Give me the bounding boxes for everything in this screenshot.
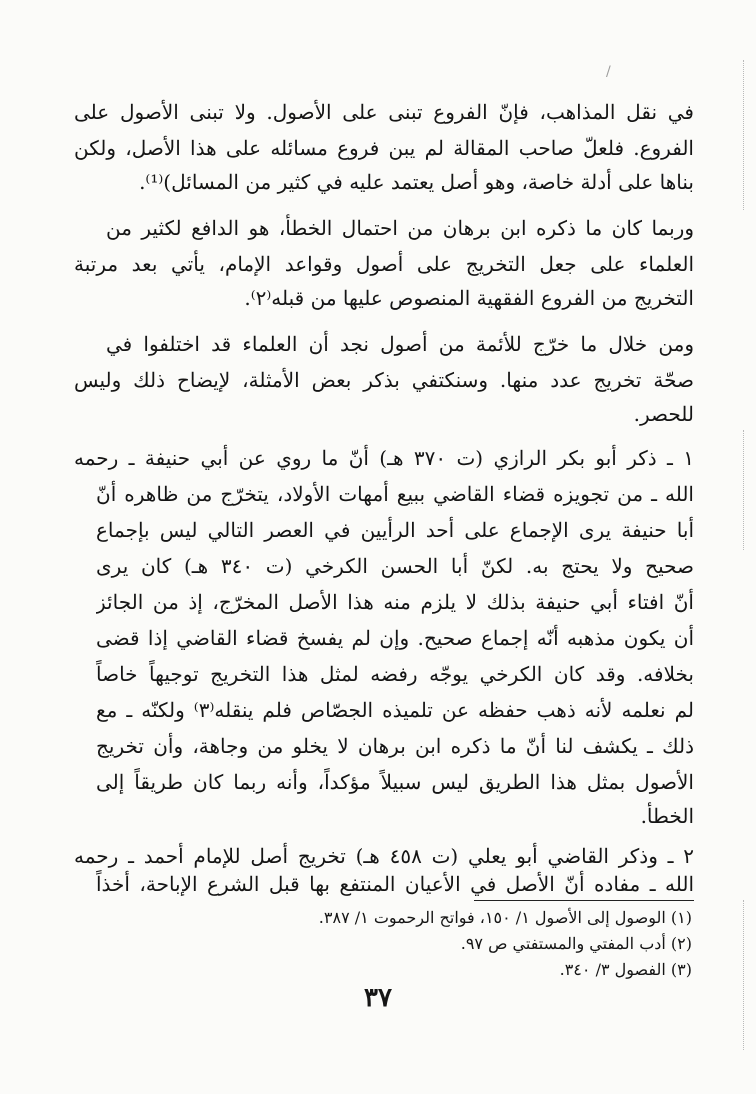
list-item-line: ٢ ـ وذكر القاضي أبو يعلي (ت ٤٥٨ هـ) تخريج أصل للإمام أحمد ـ رحمه bbox=[74, 844, 694, 868]
list-item-line: الأصول بمثل هذا الطريق ليس سبيلاً مؤكداً، وأنه ربما كان طريقاً إلى bbox=[96, 770, 694, 794]
list-item-line: لم نعلمه لأنه ذهب حفظه عن تلميذه الجصّاص فلم ينقله⁽٣⁾ ولكنّه ـ مع bbox=[96, 698, 694, 722]
list-item-line: بخلافه. وقد كان الكرخي يوجّه رفضه لمثل هذا التخريج توجيهاً خاصاً bbox=[96, 662, 694, 686]
footnote: (١) الوصول إلى الأصول ١/ ١٥٠، فواتح الرحموت ١/ ٣٨٧. bbox=[318, 908, 692, 927]
footnote-separator bbox=[474, 900, 694, 901]
body-line: التخريج من الفروع الفقهية المنصوص عليها من قبله⁽٢⁾. bbox=[244, 286, 694, 310]
list-item-line: أنّ افتاء أبي حنيفة بذلك لا يلزم منه هذا الأصل المخرّج، إذ من الجائز bbox=[96, 590, 694, 614]
list-item-line: الخطأ. bbox=[640, 804, 694, 828]
list-item-line: ذلك ـ يكشف لنا أنّ ما ذكره ابن برهان لا يخلو من وجاهة، وأن تخريج bbox=[96, 734, 694, 758]
body-line: بناها على أدلة خاصة، وهو أصل يعتمد عليه في كثير من المسائل)⁽¹⁾. bbox=[139, 170, 694, 194]
binding-edge-dots bbox=[743, 900, 744, 1050]
list-item-line: ١ ـ ذكر أبو بكر الرازي (ت ٣٧٠ هـ) أنّ ما روي عن أبي حنيفة ـ رحمه bbox=[74, 446, 694, 470]
list-item-line: أن يكون مذهبه أنّه إجماع صحيح. وإن لم يفسخ قضاء القاضي إذا قضى bbox=[96, 626, 694, 650]
binding-edge-dots bbox=[743, 430, 744, 550]
footnote: (٢) أدب المفتي والمستفتي ص ٩٧. bbox=[460, 934, 692, 953]
body-line: للحصر. bbox=[633, 402, 694, 426]
binding-edge-dots bbox=[743, 60, 744, 210]
list-item-line: الله ـ من تجويزه قضاء القاضي ببيع أمهات الأولاد، يتخرّج من ظاهره أنّ bbox=[96, 482, 694, 506]
body-line: وربما كان ما ذكره ابن برهان من احتمال الخطأ، هو الدافع لكثير من bbox=[106, 216, 694, 240]
body-line: صحّة تخريج عدد منها. وسنكتفي بذكر بعض الأمثلة، لإيضاح ذلك وليس bbox=[74, 368, 694, 392]
body-line: العلماء على جعل التخريج على أصول وقواعد الإمام، يأتي بعد مرتبة bbox=[74, 252, 694, 276]
body-line: الفروع. فلعلّ صاحب المقالة لم يبن فروع مسائله على هذا الأصل، ولكن bbox=[74, 136, 694, 160]
page-number: ٣٧ bbox=[364, 983, 392, 1013]
corner-mark: / bbox=[606, 64, 611, 80]
list-item-line: أبا حنيفة يرى الإجماع على أحد الرأيين في العصر التالي ليس بإجماع bbox=[96, 518, 694, 542]
body-line: في نقل المذاهب، فإنّ الفروع تبنى على الأصول. ولا تبنى الأصول على bbox=[74, 100, 694, 124]
body-line: ومن خلال ما خرّج للأئمة من أصول نجد أن العلماء قد اختلفوا في bbox=[106, 332, 694, 356]
footnote: (٣) الفصول ٣/ ٣٤٠. bbox=[559, 960, 692, 979]
list-item-line: الله ـ مفاده أنّ الأصل في الأعيان المنتفع بها قبل الشرع الإباحة، أخذاً bbox=[96, 872, 694, 896]
list-item-line: صحيح ولا يحتج به. لكنّ أبا الحسن الكرخي (ت ٣٤٠ هـ) كان يرى bbox=[96, 554, 694, 578]
